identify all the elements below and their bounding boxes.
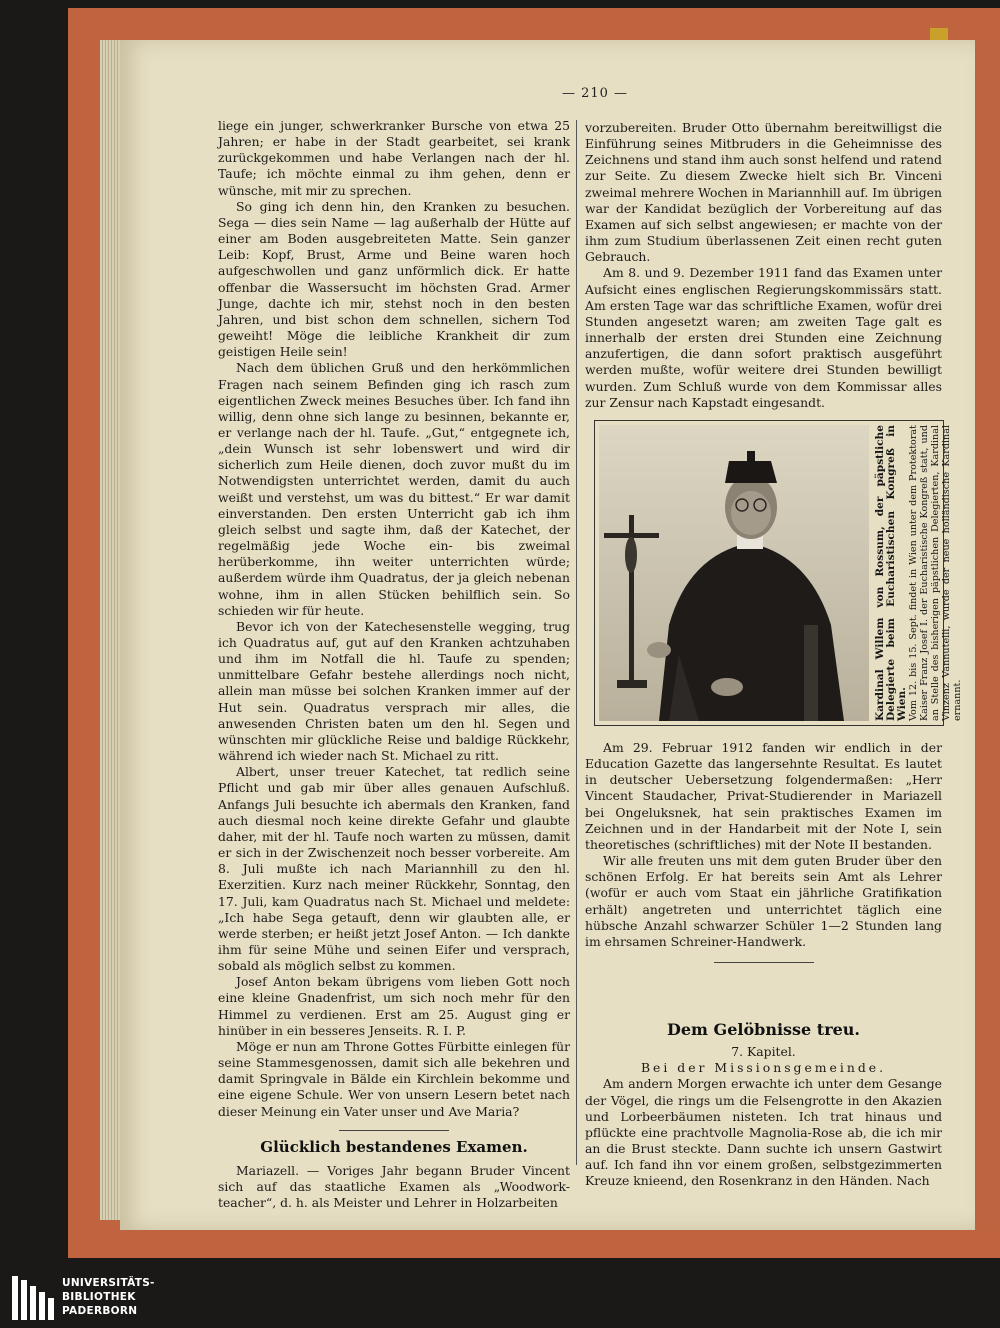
paragraph: Nach dem üblichen Gruß und den herkömmlichen Fragen nach seinem Befinden ging ich rasch zum eigentlichen Zweck meines Besuches über. Ich fand ihn willig, denn ohne sich lange zu besinnen, bekannte er, er verlange nach der hl. Taufe. „Gut,“ entgegnete ich, „dein Wunsch ist sehr lobenswert und wird dir sicherlich zum Heile dienen, doch zuvor mußt du im Notwendigsten unterrichtet werden, damit du auch weißt und verstehst, um was du bittest.“ Er war damit einverstanden. Den ersten Unterricht gab ich ihm gleich selbst und sagte ihm, daß der Katechet, der regelmäßig jede Woche ein- bis zweimal herüberkomme, ihn weiter unterrichten würde; außerdem würde ihm Quadratus, der ja gleich nebenan wohne, ihm in allen Stücken behilflich sein. So schieden wir für heute. [218,360,570,618]
page-number: — 210 — [561,86,629,101]
story-heading: Dem Gelöbnisse treu. [666,1020,860,1039]
page-edges [100,40,122,1220]
logo-line: UNIVERSITÄTS- [62,1277,155,1289]
column-divider [576,120,577,1165]
section-heading: Glücklich bestandenes Examen. [260,1137,528,1156]
left-column [218,118,570,1211]
right-column-story [585,1022,942,1190]
paragraph: Josef Anton bekam übrigens vom lieben Gott noch eine kleine Gnadenfrist, um sich noch mehr für den Himmel zu verdienen. Erst am 25. August ging er hinüber in ein besseres Jenseits. R. I. P. [218,974,570,1038]
library-logo-icon [12,1276,56,1320]
cardinal-portrait-image [599,425,869,721]
chapter-subtitle: Bei der Missionsgemeinde. [640,1060,887,1076]
paragraph: Am 29. Februar 1912 fanden wir endlich in der Education Gazette das langersehnte Resultat. Es lautet in deutscher Uebersetzung folgendermaßen: „Herr Vincent Staudacher, Privat-Studierender in Mariazell bei Ongeluksnek, hat sein praktisches Examen im Zeichnen und in der Handarbeit mit der Note I, sein theoretisches (schriftliches) mit der Note II bestanden. [585,740,942,852]
paragraph: Mariazell. — Voriges Jahr begann Bruder Vincent sich auf das staatliche Examen als „Woodwork-teacher“, d. h. als Meister und Lehrer in Holzarbeiten [218,1162,570,1211]
paragraph: Bevor ich von der Katechesenstelle wegging, trug ich Quadratus auf, gut auf den Kranken achtzuhaben und ihm im Notfall die hl. Taufe zu spenden; unmittelbare Gefahr bestehe allerdings noch nicht, allein man müsse bei solchen Kranken immer auf der Hut sein. Quadratus versprach mir alles, die anwesenden Christen baten um den hl. Segen und wünschten mir glückliche Reise und baldige Rückkehr, während ich wieder nach St. Michael zu ritt. [218,618,570,764]
cardinal-photo-frame [594,420,963,726]
book-cover-right [975,40,1000,1230]
logo-line: PADERBORN [62,1305,138,1317]
right-column-top [585,120,942,411]
paragraph: So ging ich denn hin, den Kranken zu besuchen. Sega — dies sein Name — lag außerhalb der Hütte auf einer am Boden ausgebreiteten Matte. Sein ganzer Leib: Kopf, Brust, Arme und Beine waren hoch aufgeschwollen und ganz unförmlich dick. Er hatte offenbar die Wassersucht im höchsten Grad. Armer Junge, dachte ich mir, stehst noch in den besten Jahren, und bist schon dem schnellen, sichern Tod geweiht! Möge die leibliche Krankheit dir zum geistigen Heile sein! [218,198,570,360]
paragraph: liege ein junger, schwerkranker Bursche von etwa 25 Jahren; er habe in der Stadt gearbeitet, sei krank zurückgekommen und habe Verlangen nach der hl. Taufe; ich möchte einmal zu ihm gehen, denn er wünsche, mit mir zu sprechen. [218,118,570,198]
section-rule [714,962,814,963]
logo-line: BIBLIOTHEK [62,1291,136,1303]
paragraph: vorzubereiten. Bruder Otto übernahm bereitwilligst die Einführung seines Mitbruders in die Geheimnisse des Zeichnens und stand ihm auch sonst helfend und ratend zur Seite. Zu diesem Zwecke hielt sich Br. Vinceni zweimal mehrere Wochen in Mariannhill auf. Im übrigen war der Kandidat bezüglich der Vorbereitung auf das Examen auf sich selbst angewiesen; er machte von der ihm zum Studium überlassenen Zeit einen recht guten Gebrauch. [585,120,942,265]
caption-title: Kardinal Willem von Rossum, der päpstliche Delegierte beim Eucharistischen Kongreß in Wien. [874,425,908,721]
caption-body: Vom 12. bis 15. Sept. findet in Wien unter dem Protektorat Kaiser Franz Josef I. der Eucharistische Kongreß statt, und an Stelle des bisherigen päpstlichen Delegierten, Kardinal Vinzenz Vannutelli, wurde der neue holländische Kardinal ernannt. [908,425,963,721]
photo-caption [874,425,963,721]
section-rule [339,1130,449,1131]
paragraph: Am andern Morgen erwachte ich unter dem Gesange der Vögel, die rings um die Felsengrotte in den Akazien und Lorbeerbäumen nisteten. Ich trat hinaus und pflückte eine prachtvolle Magnolia-Rose ab, die ich mir an die Brust steckte. Dann suchte ich unsern Gastwirt auf. Ich fand ihn vor einem großen, selbstgezimmerten Kreuze knieend, den Rosenkranz in den Händen. Nach [585,1076,942,1189]
paragraph: Möge er nun am Throne Gottes Fürbitte einlegen für seine Stammesgenossen, damit sich alle bekehren und damit Springvale in Bälde ein Kirchlein bekomme und eine eigene Schule. Wer von unsern Lesern betet nach dieser Meinung ein Vater unser und Ave Maria? [218,1038,570,1119]
library-logo-text [62,1276,155,1318]
paragraph: Albert, unser treuer Katechet, tat redlich seine Pflicht und gab mir über alles genauen Aufschluß. Anfangs Juli besuchte ich abermals den Kranken, fand auch diesmal noch keine direkte Gefahr und glaubte daher, mit der hl. Taufe noch warten zu müssen, damit er sich in der Zwischenzeit noch besser vorbereite. Am 8. Juli mußte ich nach Mariannhill zu den hl. Exerzitien. Kurz nach meiner Rückkehr, Sonntag, den 17. Juli, kam Quadratus nach St. Michael und meldete: „Ich habe Sega getauft, denn wir glaubten alle, er werde sterben; er heißt jetzt Josef Anton. — Ich dankte ihm für seine Mühe und seinen Eifer und versprach, sobald als möglich selbst zu kommen. [218,764,570,974]
chapter-number: 7. Kapitel. [731,1044,796,1060]
right-column-mid [585,740,942,971]
paragraph: Am 8. und 9. Dezember 1911 fand das Examen unter Aufsicht eines englischen Regierungskommissärs statt. Am ersten Tage war das schriftliche Examen, wofür drei Stunden angesetzt waren; am zweiten Tage galt es innerhalb der ersten drei Stunden eine Zeichnung anzufertigen, die dann sofort praktisch ausgeführt werden mußte, wofür weitere drei Stunden bewilligt wurden. Zum Schluß wurde von dem Kommissar alles zur Zensur nach Kapstadt eingesandt. [585,265,942,410]
paragraph: Wir alle freuten uns mit dem guten Bruder über den schönen Erfolg. Er hat bereits sein Amt als Lehrer (wofür er auch vom Staat ein jährliche Gratifikation erhält) angetreten und unterrichtet täglich eine hübsche Anzahl schwarzer Schüler 1—2 Stunden lang im ehrsamen Schreiner-Handwerk. [585,853,942,949]
